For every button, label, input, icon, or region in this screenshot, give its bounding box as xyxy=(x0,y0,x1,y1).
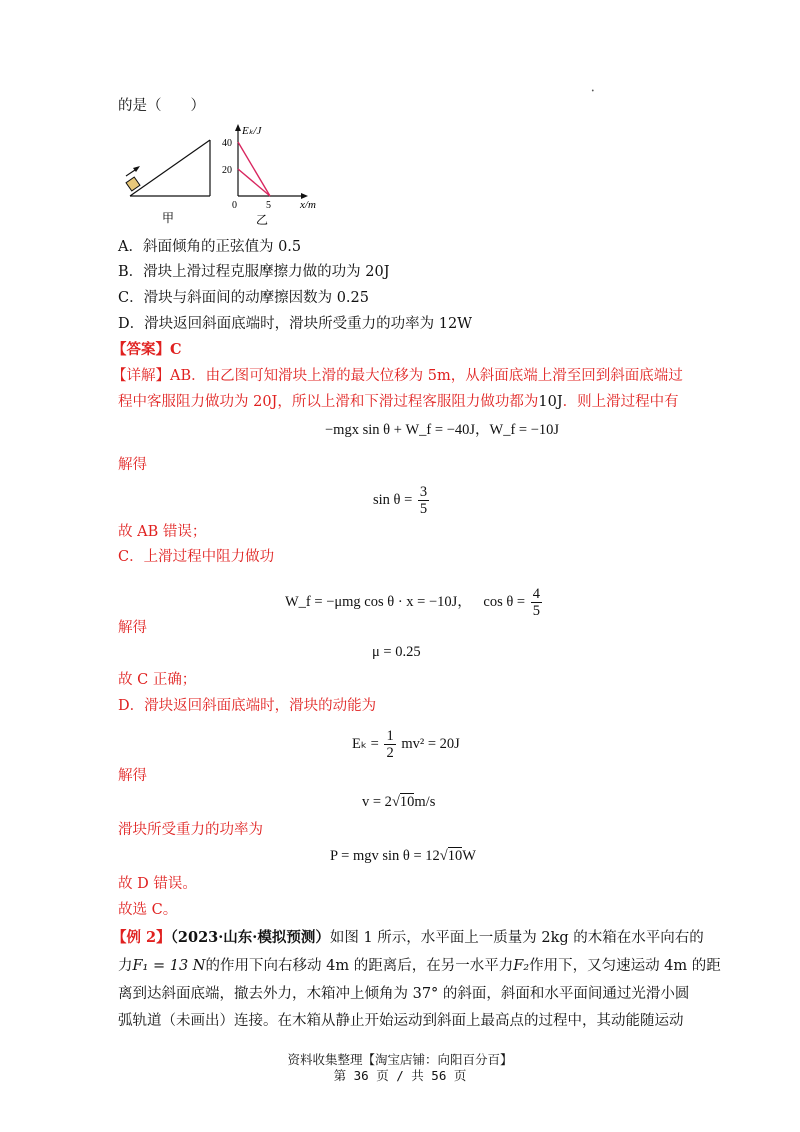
jiede-3: 解得 xyxy=(118,768,147,784)
footer-page-number: 第 36 页 / 共 56 页 xyxy=(333,1068,467,1083)
slider-block xyxy=(126,177,140,191)
equation-3: W_f = −μmg cos θ · x = −10J， cos θ = $\frac{4}{5}$ xyxy=(285,586,540,619)
ab-wrong: 故 AB 错误； xyxy=(118,524,207,540)
question-tail: 的是（ ） xyxy=(118,98,205,114)
equation-2: sin θ = $\frac{3}{5}$ xyxy=(373,484,428,517)
footer-source: 资料收集整理【淘宝店铺：向阳百分百】 xyxy=(287,1052,513,1067)
figure-label-yi: 乙 xyxy=(256,213,269,227)
example2-line-3: 离到达斜面底端，撤去外力，木箱冲上倾角为 37° 的斜面，斜面和水平面间通过光滑小圆 xyxy=(118,986,690,1002)
jiede-2: 解得 xyxy=(118,620,147,636)
option-c: C．滑块与斜面间的动摩擦因数为 0.25 xyxy=(118,290,369,306)
tick-20: 20 xyxy=(222,165,232,176)
up-slide-line xyxy=(238,142,270,196)
equation-1: −mgx sin θ + W_f = −40J，W_f = −10J xyxy=(325,422,560,438)
figure-incline xyxy=(118,130,218,230)
tick-40: 40 xyxy=(222,138,232,149)
answer-label: 【答案】C xyxy=(112,341,182,358)
axis-x-label: x/m xyxy=(300,199,316,211)
figure-label-jia: 甲 xyxy=(162,211,175,225)
stray-dot: • xyxy=(591,88,595,95)
example2-line-2: 力F₁ = 13 N的作用下向右移动 4m 的距离后，在另一水平力F₂作用下，又匀速运动 4m 的距 xyxy=(118,958,721,974)
option-b: B．滑块上滑过程克服摩擦力做的功为 20J xyxy=(118,264,390,280)
option-a: A．斜面倾角的正弦值为 0.5 xyxy=(118,239,302,255)
figure-ek-graph xyxy=(218,118,328,230)
down-slide-line xyxy=(238,169,270,196)
tick-5: 5 xyxy=(266,200,271,211)
d-title: D．滑块返回斜面底端时，滑块的动能为 xyxy=(118,698,377,714)
example2-line-1: 【例 2】（2023·山东·模拟预测）如图 1 所示，水平面上一质量为 2kg 的木箱在水平向右的 xyxy=(112,929,704,946)
equation-6: v = 2√10m/s xyxy=(362,794,436,810)
power-title: 滑块所受重力的功率为 xyxy=(118,822,263,838)
c-title: C．上滑过程中阻力做功 xyxy=(118,549,275,565)
equation-5: Eₖ = $\frac{1}{2}$ mv² = 20J xyxy=(352,728,460,761)
d-wrong: 故 D 错误。 xyxy=(118,876,197,892)
jiede-1: 解得 xyxy=(118,457,147,473)
detail-line-1: 【详解】AB．由乙图可知滑块上滑的最大位移为 5m，从斜面底端上滑至回到斜面底端过 xyxy=(112,368,683,384)
choose-answer: 故选 C。 xyxy=(118,902,178,918)
tick-0: 0 xyxy=(232,200,237,211)
option-d: D．滑块返回斜面底端时，滑块所受重力的功率为 12W xyxy=(118,316,473,332)
example2-line-4: 弧轨道（未画出）连接。在木箱从静止开始运动到斜面上最高点的过程中，其动能随运动 xyxy=(118,1013,684,1029)
detail-line-2: 程中客服阻力做功为 20J，所以上滑和下滑过程客服阻力做功都为10J．则上滑过程中有 xyxy=(118,394,679,410)
equation-4: μ = 0.25 xyxy=(372,644,421,660)
axis-y-label: Eₖ/J xyxy=(242,125,262,137)
equation-7: P = mgv sin θ = 12√10W xyxy=(330,848,476,864)
c-right: 故 C 正确； xyxy=(118,672,197,688)
